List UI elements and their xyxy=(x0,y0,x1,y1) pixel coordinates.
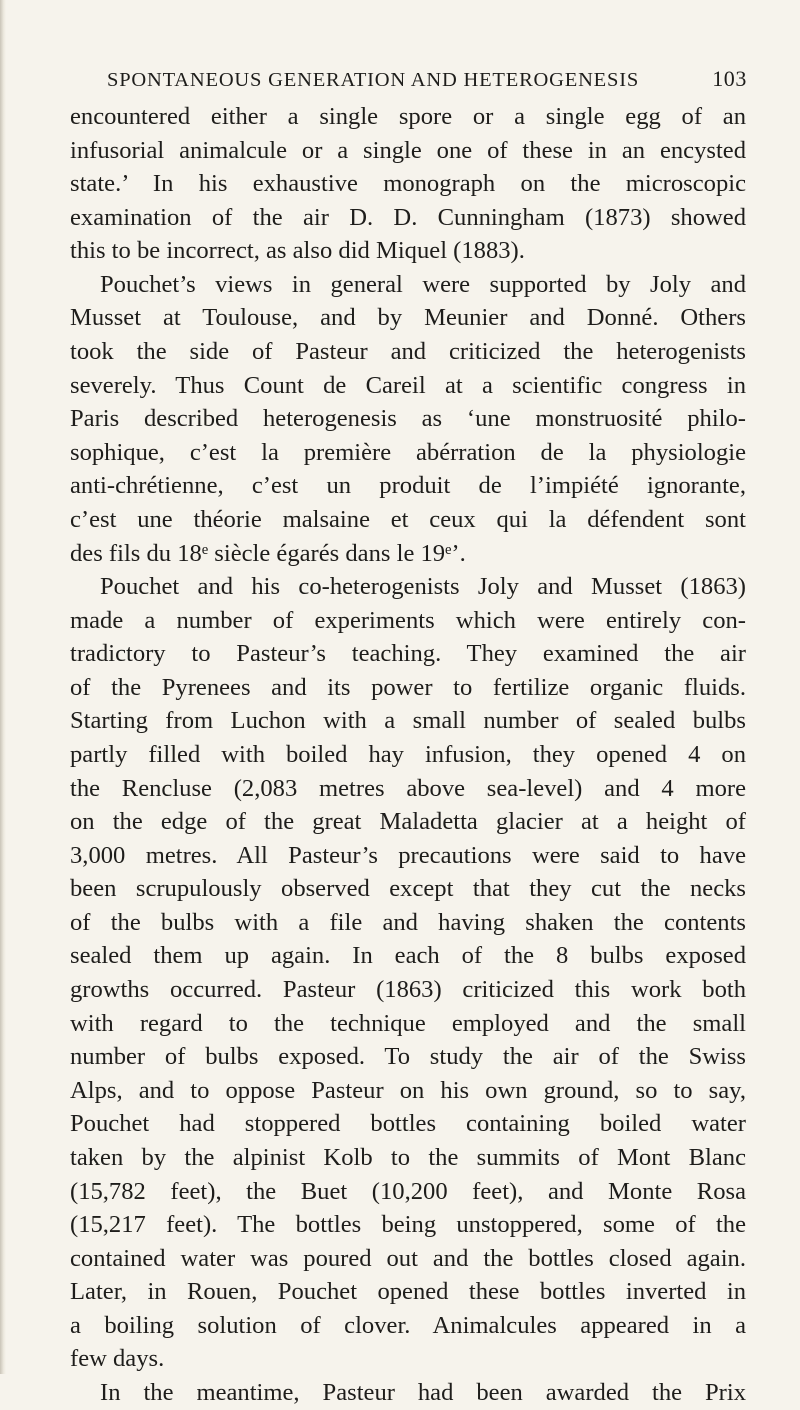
text-line: took the side of Pasteur and criticized the heterogenists xyxy=(70,338,746,366)
text-line: taken by the alpinist Kolb to the summits of Mont Blanc xyxy=(70,1143,746,1171)
running-title: SPONTANEOUS GENERATION AND HETEROGENESIS xyxy=(107,69,640,91)
text-line: Alps, and to oppose Pasteur on his own ground, so to say, xyxy=(70,1076,746,1104)
text-line: des fils du 18ᵉ siècle égarés dans le 19ᵉ’. xyxy=(70,539,466,567)
text-line: c’est une théorie malsaine et ceux qui la défendent sont xyxy=(70,505,746,533)
text-line: few days. xyxy=(70,1345,165,1373)
text-line: Pouchet’s views in general were supported by Joly and xyxy=(100,270,746,298)
text-line: this to be incorrect, as also did Miquel (1883). xyxy=(70,237,525,265)
running-head xyxy=(107,66,747,92)
text-line: growths occurred. Pasteur (1863) criticized this work both xyxy=(70,976,746,1004)
body-text xyxy=(70,100,746,1410)
text-line: (15,782 feet), the Buet (10,200 feet), and Monte Rosa xyxy=(70,1177,746,1205)
text-line: Musset at Toulouse, and by Meunier and Donné. Others xyxy=(70,304,746,332)
text-line: made a number of experiments which were entirely con- xyxy=(70,606,746,634)
text-line: In the meantime, Pasteur had been awarded the Prix xyxy=(100,1378,746,1406)
text-line: Paris described heterogenesis as ‘une monstruosité philo- xyxy=(70,405,746,433)
text-line: anti-chrétienne, c’est un produit de l’impiété ignorante, xyxy=(70,472,746,500)
text-line: tradictory to Pasteur’s teaching. They examined the air xyxy=(70,640,746,668)
text-line: (15,217 feet). The bottles being unstoppered, some of the xyxy=(70,1211,746,1239)
text-line: infusorial animalcule or a single one of these in an encysted xyxy=(70,136,746,164)
text-line: Later, in Rouen, Pouchet opened these bottles inverted in xyxy=(70,1278,746,1306)
text-line: been scrupulously observed except that they cut the necks xyxy=(70,875,746,903)
text-line: state.’ In his exhaustive monograph on the microscopic xyxy=(70,170,746,198)
text-line: of the Pyrenees and its power to fertilize organic fluids. xyxy=(70,673,746,701)
text-line: Pouchet and his co-heterogenists Joly and Musset (1863) xyxy=(100,573,746,601)
text-line: number of bulbs exposed. To study the air of the Swiss xyxy=(70,1043,746,1071)
text-line: Starting from Luchon with a small number of sealed bulbs xyxy=(70,707,746,735)
text-line: contained water was poured out and the bottles closed again. xyxy=(70,1244,746,1272)
text-line: partly filled with boiled hay infusion, they opened 4 on xyxy=(70,740,746,768)
text-line: severely. Thus Count de Careil at a scientific congress in xyxy=(70,371,746,399)
text-line: sophique, c’est la première abérration de la physiologie xyxy=(70,438,746,466)
text-line: a boiling solution of clover. Animalcules appeared in a xyxy=(70,1311,746,1339)
text-line: the Rencluse (2,083 metres above sea-level) and 4 more xyxy=(70,774,746,802)
text-line: 3,000 metres. All Pasteur’s precautions were said to have xyxy=(70,841,746,869)
text-line: on the edge of the great Maladetta glacier at a height of xyxy=(70,808,746,836)
text-line: encountered either a single spore or a single egg of an xyxy=(70,103,746,130)
text-line: of the bulbs with a file and having shaken the contents xyxy=(70,908,746,936)
page-gutter-shadow xyxy=(0,0,6,1374)
page-number: 103 xyxy=(712,66,747,91)
text-line: sealed them up again. In each of the 8 bulbs exposed xyxy=(70,942,746,970)
text-line: examination of the air D. D. Cunningham (1873) showed xyxy=(70,203,746,231)
text-line: Pouchet had stoppered bottles containing boiled water xyxy=(70,1110,746,1138)
text-line: with regard to the technique employed and the small xyxy=(70,1009,746,1037)
